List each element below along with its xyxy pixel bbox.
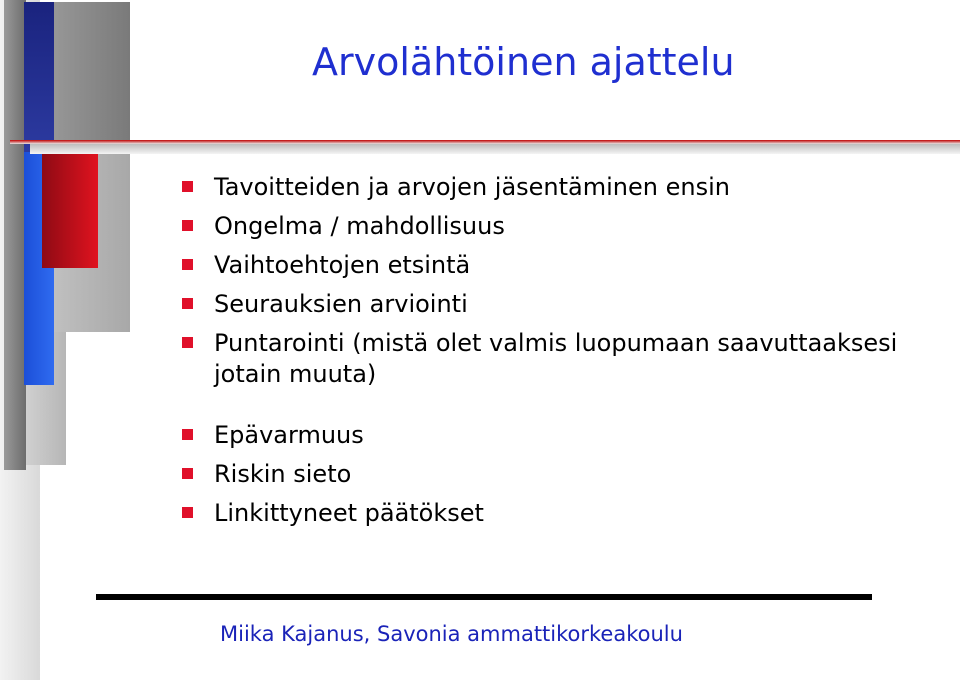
bullet-list	[182, 168, 902, 533]
bullet-square-icon	[182, 429, 193, 440]
title-divider-shadow	[30, 144, 960, 154]
bullet-item: Linkittyneet päätökset	[182, 494, 902, 533]
bullet-item: Puntarointi (mistä olet valmis luopumaan saavuttaaksesi jotain muuta)	[182, 324, 902, 390]
bullet-square-icon	[182, 181, 193, 192]
decor-bar-navy	[24, 2, 54, 152]
footer-credit: Miika Kajanus, Savonia ammattikorkeakoulu	[220, 622, 683, 646]
decor-bar-red	[42, 150, 98, 268]
bullet-item: Tavoitteiden ja arvojen jäsentäminen ensin	[182, 168, 902, 207]
bullet-item: Riskin sieto	[182, 455, 902, 494]
bullet-square-icon	[182, 220, 193, 231]
bullet-item: Vaihtoehtojen etsintä	[182, 246, 902, 285]
bullet-item: Seurauksien arviointi	[182, 285, 902, 324]
bullet-item: Ongelma / mahdollisuus	[182, 207, 902, 246]
slide-title: Arvolähtöinen ajattelu	[312, 40, 735, 84]
bullet-square-icon	[182, 468, 193, 479]
bullet-square-icon	[182, 259, 193, 270]
bullet-item: Epävarmuus	[182, 416, 902, 455]
decor-bar-dark	[4, 0, 26, 470]
bullet-square-icon	[182, 507, 193, 518]
footer-divider	[96, 594, 872, 600]
bullet-square-icon	[182, 298, 193, 309]
bullet-square-icon	[182, 337, 193, 348]
